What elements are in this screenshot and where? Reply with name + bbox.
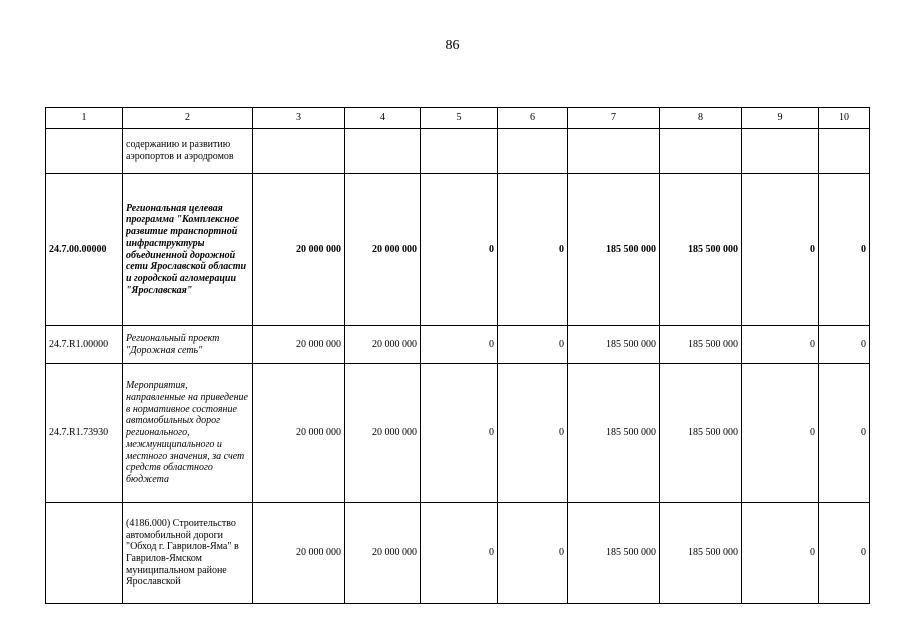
row-value: 20 000 000	[253, 174, 345, 326]
column-header: 4	[345, 108, 421, 129]
column-header: 2	[123, 108, 253, 129]
row-name: Региональная целевая программа "Комплексное развитие транспортной инфраструктуры объединенной дорожной сети Ярославской области и городской агломерации "Ярославская"	[123, 174, 253, 326]
column-header: 1	[46, 108, 123, 129]
table-row	[46, 364, 870, 503]
row-name: Мероприятия, направленные на приведение в нормативное состояние автомобильных дорог регионального, межмуниципального и местного значения, за счет средств областного бюджета	[123, 364, 253, 503]
row-value: 0	[819, 174, 870, 326]
row-value: 20 000 000	[345, 326, 421, 364]
row-value	[819, 129, 870, 174]
row-value: 0	[421, 503, 498, 604]
row-value: 20 000 000	[345, 503, 421, 604]
row-value: 0	[819, 326, 870, 364]
row-value: 185 500 000	[660, 174, 742, 326]
row-code: 24.7.00.00000	[46, 174, 123, 326]
table-row	[46, 503, 870, 604]
row-value: 0	[498, 174, 568, 326]
row-value	[253, 129, 345, 174]
column-header: 9	[742, 108, 819, 129]
table-row	[46, 129, 870, 174]
row-value: 185 500 000	[568, 174, 660, 326]
row-value: 185 500 000	[660, 326, 742, 364]
row-value: 0	[819, 364, 870, 503]
row-value: 0	[421, 364, 498, 503]
column-header: 8	[660, 108, 742, 129]
row-value: 0	[498, 503, 568, 604]
row-value: 20 000 000	[253, 326, 345, 364]
row-value: 185 500 000	[568, 503, 660, 604]
row-value	[345, 129, 421, 174]
row-value	[498, 129, 568, 174]
column-header: 5	[421, 108, 498, 129]
header-row	[46, 108, 870, 129]
row-value	[421, 129, 498, 174]
budget-table	[45, 107, 870, 604]
row-name: содержанию и развитию аэропортов и аэродромов	[123, 129, 253, 174]
row-value: 20 000 000	[345, 174, 421, 326]
row-code: 24.7.R1.73930	[46, 364, 123, 503]
row-value: 20 000 000	[345, 364, 421, 503]
table-row	[46, 174, 870, 326]
row-value: 185 500 000	[660, 503, 742, 604]
row-value	[742, 129, 819, 174]
row-value: 0	[421, 326, 498, 364]
row-value: 0	[742, 364, 819, 503]
row-value	[660, 129, 742, 174]
row-value: 0	[742, 326, 819, 364]
column-header: 6	[498, 108, 568, 129]
table-row	[46, 326, 870, 364]
row-value: 0	[742, 503, 819, 604]
row-value: 0	[819, 503, 870, 604]
page-number: 86	[445, 38, 460, 53]
row-value: 185 500 000	[568, 326, 660, 364]
row-value	[568, 129, 660, 174]
row-value: 185 500 000	[568, 364, 660, 503]
row-value: 20 000 000	[253, 503, 345, 604]
row-name: (4186.000) Строительство автомобильной дороги "Обход г. Гаврилов-Яма" в Гаврилов-Ямском муниципальном районе Ярославской	[123, 503, 253, 604]
row-value: 0	[742, 174, 819, 326]
row-code: 24.7.R1.00000	[46, 326, 123, 364]
row-value: 185 500 000	[660, 364, 742, 503]
row-value: 0	[498, 326, 568, 364]
row-code	[46, 503, 123, 604]
column-header: 7	[568, 108, 660, 129]
column-header: 10	[819, 108, 870, 129]
row-value: 0	[421, 174, 498, 326]
row-code	[46, 129, 123, 174]
row-name: Региональный проект "Дорожная сеть"	[123, 326, 253, 364]
column-header: 3	[253, 108, 345, 129]
row-value: 20 000 000	[253, 364, 345, 503]
row-value: 0	[498, 364, 568, 503]
